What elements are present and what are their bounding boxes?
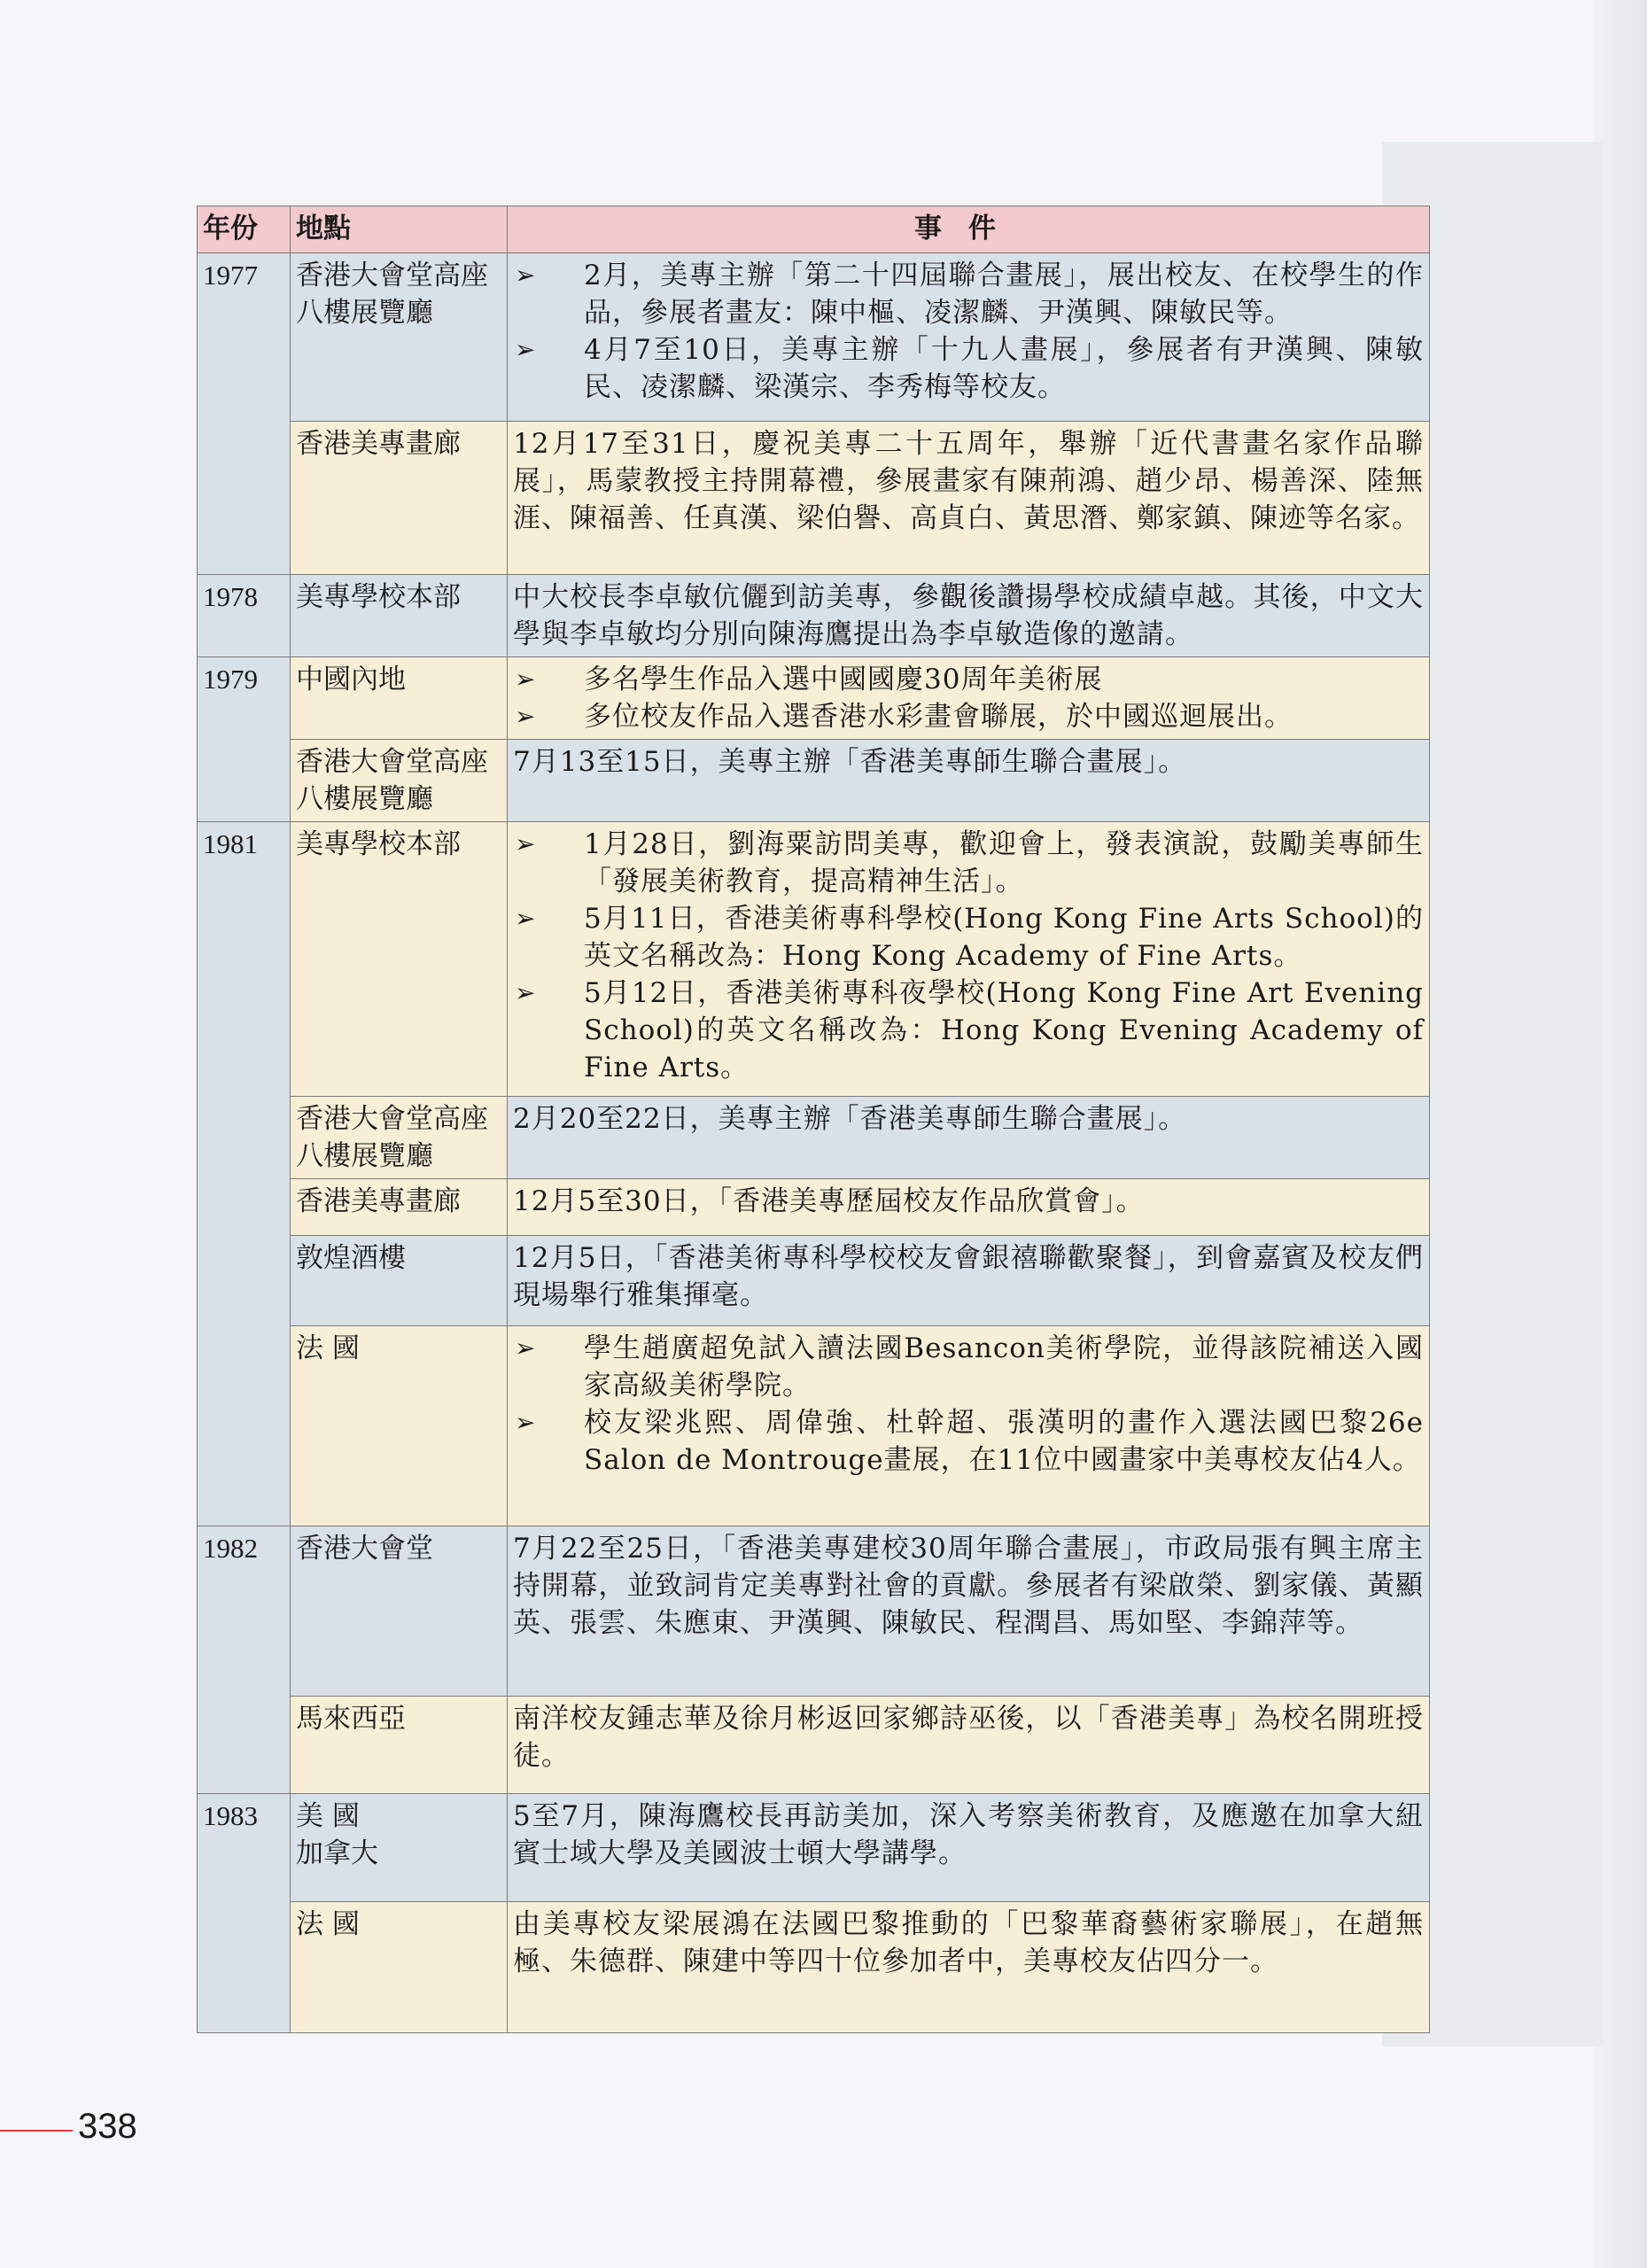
list-item: ➢ 1月28日，劉海粟訪問美專，歡迎會上，發表演說，鼓勵美專師生「發展美術教育，提高精神生活」。 xyxy=(513,826,1424,900)
place-cell: 香港大會堂高座八樓展覽廳 xyxy=(291,740,508,822)
list-item: ➢ 5月12日，香港美術專科夜學校(Hong Kong Fine Art Evening School)的英文名稱改為：Hong Kong Evening Academy of Fine Arts。 xyxy=(513,975,1424,1086)
event-cell: 12月17至31日，慶祝美專二十五周年，舉辦「近代書畫名家作品聯展」，馬蒙教授主持開幕禮，參展畫家有陳荊鴻、趙少昂、楊善深、陸無涯、陳福善、任真漢、梁伯譽、高貞白、黃思潛、鄭家鎮、陳迹等名家。 xyxy=(508,422,1430,575)
arrow-bullet-icon: ➢ xyxy=(515,1333,537,1363)
arrow-bullet-icon: ➢ xyxy=(515,702,537,731)
table-row xyxy=(198,1236,1430,1326)
place-cell: 香港大會堂高座八樓展覽廳 xyxy=(291,1097,508,1179)
header-year: 年份 xyxy=(198,206,291,253)
list-item: ➢ 多位校友作品入選香港水彩畫會聯展，於中國巡迴展出。 xyxy=(513,698,1424,735)
arrow-bullet-icon: ➢ xyxy=(515,664,537,694)
event-cell: 南洋校友鍾志華及徐月彬返回家鄉詩巫後，以「香港美專」為校名開班授徒。 xyxy=(508,1697,1430,1794)
table-row xyxy=(198,253,1430,422)
arrow-bullet-icon: ➢ xyxy=(515,260,537,290)
place-cell: 美專學校本部 xyxy=(291,575,508,657)
year-cell: 1977 xyxy=(198,253,291,575)
list-item: ➢ 4月7至10日，美專主辦「十九人畫展」，參展者有尹漢興、陳敏民、凌潔麟、梁漢宗、李秀梅等校友。 xyxy=(513,331,1424,406)
year-cell: 1983 xyxy=(198,1794,291,2033)
event-cell: 由美專校友梁展鴻在法國巴黎推動的「巴黎華裔藝術家聯展」，在趙無極、朱德群、陳建中等四十位參加者中，美專校友佔四分一。 xyxy=(508,1902,1430,2033)
place-cell: 美專學校本部 xyxy=(291,822,508,1097)
table-row xyxy=(198,1097,1430,1179)
place-cell: 法 國 xyxy=(291,1326,508,1526)
event-cell: 7月13至15日，美專主辦「香港美專師生聯合畫展」。 xyxy=(508,740,1430,822)
event-cell xyxy=(508,657,1430,740)
arrow-bullet-icon: ➢ xyxy=(515,1408,537,1437)
table-row xyxy=(198,1697,1430,1794)
arrow-bullet-icon: ➢ xyxy=(515,335,537,364)
page-number: 338 xyxy=(78,2107,137,2146)
table-row xyxy=(198,822,1430,1097)
table-row xyxy=(198,1794,1430,1902)
list-item: ➢ 2月，美專主辦「第二十四屆聯合畫展」，展出校友、在校學生的作品，參展者畫友：陳中樞、凌潔麟、尹漢興、陳敏民等。 xyxy=(513,257,1424,331)
year-cell: 1982 xyxy=(198,1526,291,1794)
place-cell: 美 國 加拿大 xyxy=(291,1794,508,1902)
event-cell: 5至7月，陳海鷹校長再訪美加，深入考察美術教育，及應邀在加拿大紐賓士域大學及美國波士頓大學講學。 xyxy=(508,1794,1430,1902)
place-cell: 香港大會堂高座八樓展覽廳 xyxy=(291,253,508,422)
table-row xyxy=(198,422,1430,575)
list-item: ➢ 校友梁兆熙、周偉強、杜幹超、張漢明的畫作入選法國巴黎26e Salon de Montrouge畫展，在11位中國畫家中美專校友佔4人。 xyxy=(513,1404,1424,1479)
table-row xyxy=(198,740,1430,822)
event-cell: 12月5至30日，「香港美專歷屆校友作品欣賞會」。 xyxy=(508,1179,1430,1236)
event-cell xyxy=(508,253,1430,422)
event-cell xyxy=(508,1326,1430,1526)
event-cell xyxy=(508,822,1430,1097)
place-cell: 香港美專畫廊 xyxy=(291,422,508,575)
page-number-rule xyxy=(0,2130,73,2132)
chronology-table xyxy=(197,206,1430,2033)
table-header xyxy=(198,206,1430,253)
place-cell: 中國內地 xyxy=(291,657,508,740)
table-row xyxy=(198,575,1430,657)
event-cell: 2月20至22日，美專主辦「香港美專師生聯合畫展」。 xyxy=(508,1097,1430,1179)
arrow-bullet-icon: ➢ xyxy=(515,904,537,933)
header-event: 事件 xyxy=(508,206,1430,253)
event-cell: 12月5日，「香港美術專科學校校友會銀禧聯歡聚餐」，到會嘉賓及校友們現場舉行雅集揮毫。 xyxy=(508,1236,1430,1326)
year-cell: 1981 xyxy=(198,822,291,1526)
event-cell: 中大校長李卓敏伉儷到訪美專，參觀後讚揚學校成績卓越。其後，中文大學與李卓敏均分別向陳海鷹提出為李卓敏造像的邀請。 xyxy=(508,575,1430,657)
place-cell: 香港美專畫廊 xyxy=(291,1179,508,1236)
header-place: 地點 xyxy=(291,206,508,253)
list-item: ➢ 5月11日，香港美術專科學校(Hong Kong Fine Arts School)的英文名稱改為：Hong Kong Academy of Fine Arts。 xyxy=(513,900,1424,975)
list-item: ➢ 多名學生作品入選中國國慶30周年美術展 xyxy=(513,661,1424,698)
year-cell: 1978 xyxy=(198,575,291,657)
table-row xyxy=(198,657,1430,740)
table-row xyxy=(198,1179,1430,1236)
table-row xyxy=(198,1526,1430,1697)
table-row xyxy=(198,1326,1430,1526)
place-cell: 香港大會堂 xyxy=(291,1526,508,1697)
list-item: ➢ 學生趙廣超免試入讀法國Besancon美術學院，並得該院補送入國家高級美術學院。 xyxy=(513,1330,1424,1404)
arrow-bullet-icon: ➢ xyxy=(515,829,537,858)
table-row xyxy=(198,1902,1430,2033)
arrow-bullet-icon: ➢ xyxy=(515,978,537,1007)
place-cell: 敦煌酒樓 xyxy=(291,1236,508,1326)
year-cell: 1979 xyxy=(198,657,291,822)
event-cell: 7月22至25日，「香港美專建校30周年聯合畫展」，市政局張有興主席主持開幕，並致詞肯定美專對社會的貢獻。參展者有梁啟榮、劉家儀、黃顯英、張雲、朱應東、尹漢興、陳敏民、程潤昌、馬如堅、李錦萍等。 xyxy=(508,1526,1430,1697)
place-cell: 馬來西亞 xyxy=(291,1697,508,1794)
place-cell: 法 國 xyxy=(291,1902,508,2033)
